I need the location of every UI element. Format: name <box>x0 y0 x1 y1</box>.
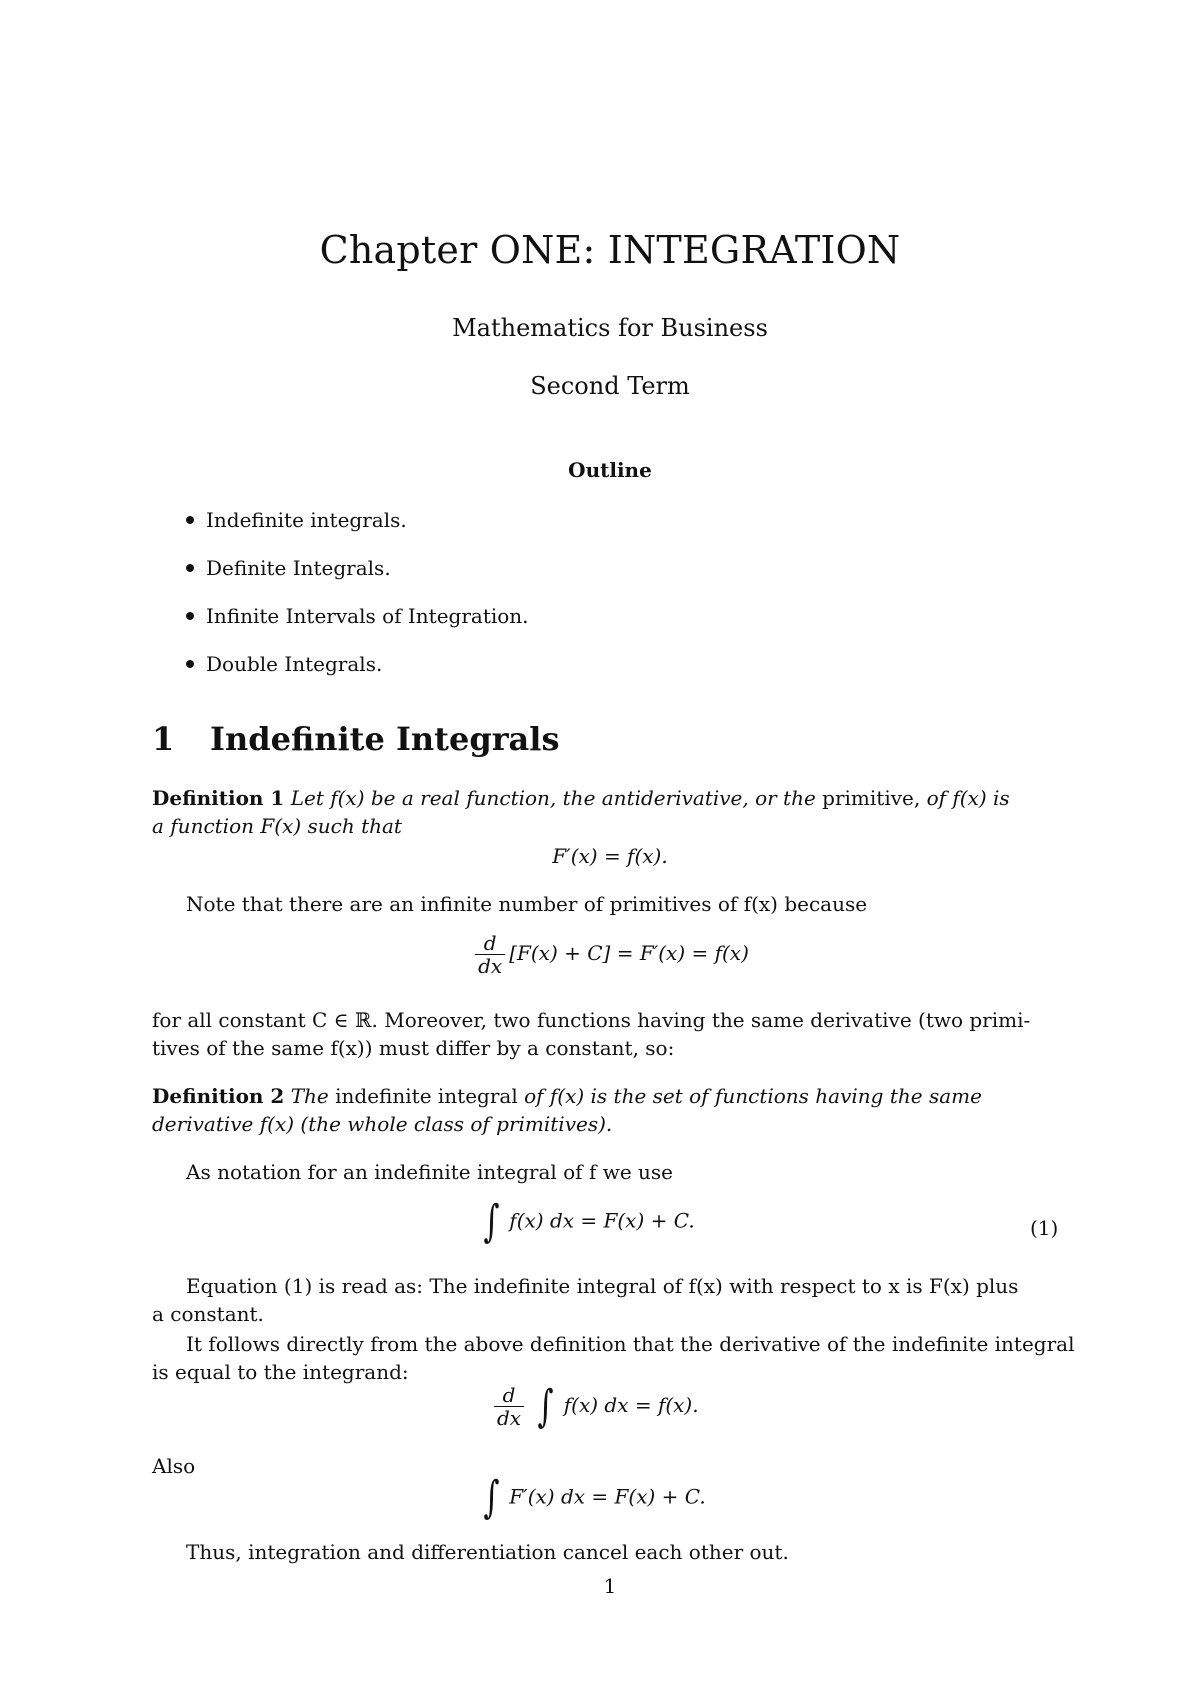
outline-heading: Outline <box>568 458 652 482</box>
closing-sentence: Thus, integration and differentiation cancel each other out. <box>186 1540 789 1564</box>
equation-1-number: (1) <box>1030 1216 1059 1240</box>
equation-primitive: F′(x) = f(x). <box>552 844 668 868</box>
outline-item: Infinite Intervals of Integration. <box>186 604 529 628</box>
section-heading: 1 Indefinite Integrals <box>152 720 560 758</box>
outline-item: Definite Integrals. <box>186 556 391 580</box>
derivative-operator: $\frac{d}{dx}$ <box>494 1384 524 1429</box>
outline-item: Double Integrals. <box>186 652 382 676</box>
paragraph-constant-line2: tives of the same f(x)) must differ by a constant, so: <box>152 1036 675 1060</box>
equation-integral-of-derivative: ∫ F′(x) dx = F(x) + C. <box>483 1472 706 1523</box>
bullet-icon <box>186 564 194 572</box>
equation-derivative-constant: $\frac{d}{dx}$ [F(x) + C] = F′(x) = f(x) <box>0 932 1200 977</box>
page-number: 1 <box>603 1574 617 1598</box>
paragraph-constant-line1: for all constant C ∈ ℝ. Moreover, two functions having the same derivative (two primi- <box>152 1008 1031 1032</box>
integral-sign-icon: ∫ <box>483 1196 500 1247</box>
definition-1-line2: a function F(x) such that <box>152 814 402 838</box>
definition-2-line1: Definition 2 The indefinite integral of f(x) is the set of functions having the same <box>152 1084 982 1108</box>
equation-reading-line1: Equation (1) is read as: The indefinite integral of f(x) with respect to x is F(x) plus <box>186 1274 1019 1298</box>
definition-1-line1: Definition 1 Let f(x) be a real function, the antiderivative, or the primitive, of f(x) is <box>152 786 1010 810</box>
also-label: Also <box>152 1454 196 1478</box>
course-subtitle: Mathematics for Business <box>452 314 768 342</box>
bullet-icon <box>186 660 194 668</box>
equation-1: ∫ f(x) dx = F(x) + C. <box>483 1196 695 1247</box>
derivative-operator: $\frac{d}{dx}$ <box>475 932 505 977</box>
outline-item: Indefinite integrals. <box>186 508 407 532</box>
bullet-icon <box>186 612 194 620</box>
equation-derivative-of-integral: $\frac{d}{dx}$ ∫ f(x) dx = f(x). <box>490 1384 699 1429</box>
bullet-icon <box>186 516 194 524</box>
follows-line2: is equal to the integrand: <box>152 1360 409 1384</box>
note-infinite-primitives: Note that there are an infinite number of primitives of f(x) because <box>186 892 868 916</box>
notation-intro: As notation for an indefinite integral of f we use <box>186 1160 673 1184</box>
term-label: Second Term <box>530 372 690 400</box>
integral-sign-icon: ∫ <box>537 1380 554 1432</box>
equation-reading-line2: a constant. <box>152 1302 264 1326</box>
follows-line1: It follows directly from the above definition that the derivative of the indefinite integral <box>186 1332 1075 1356</box>
definition-2-line2: derivative f(x) (the whole class of primitives). <box>152 1112 613 1136</box>
integral-sign-icon: ∫ <box>483 1472 500 1523</box>
chapter-title: Chapter ONE: INTEGRATION <box>319 228 901 272</box>
